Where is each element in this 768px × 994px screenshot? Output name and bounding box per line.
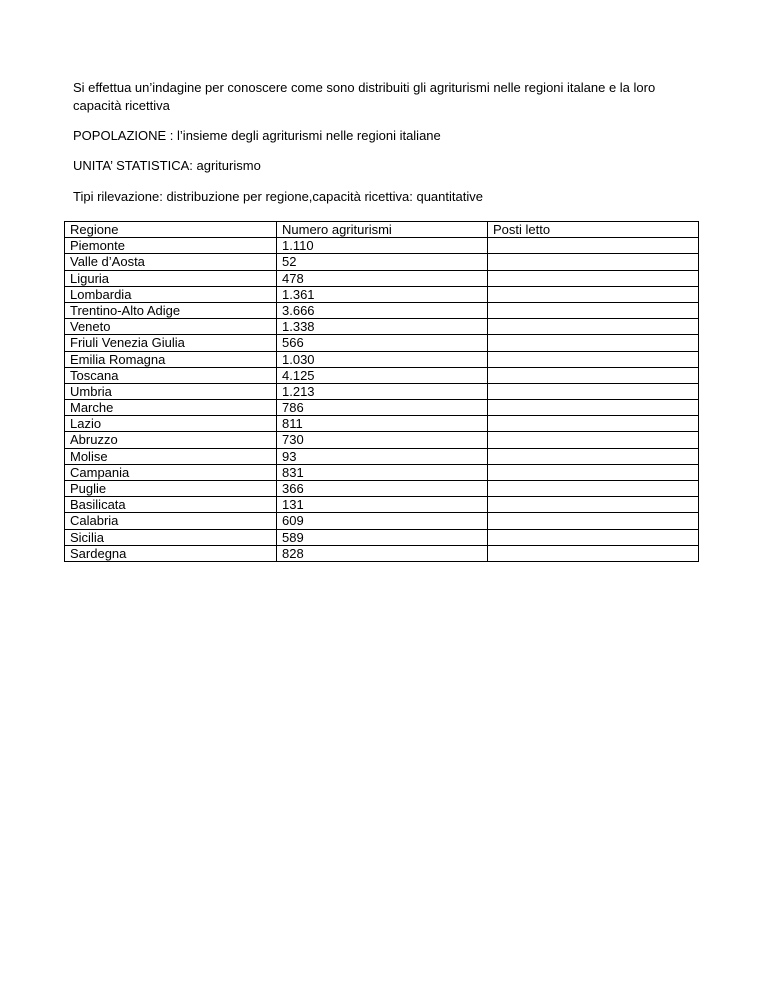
cell-posti-letto	[488, 319, 699, 335]
cell-posti-letto	[488, 335, 699, 351]
cell-regione: Puglie	[65, 481, 277, 497]
cell-regione: Friuli Venezia Giulia	[65, 335, 277, 351]
table-row	[65, 400, 699, 416]
cell-posti-letto	[488, 545, 699, 561]
cell-posti-letto	[488, 367, 699, 383]
cell-regione: Umbria	[65, 383, 277, 399]
cell-regione: Veneto	[65, 319, 277, 335]
cell-numero-agriturismi: 609	[277, 513, 488, 529]
table-row	[65, 286, 699, 302]
cell-numero-agriturismi: 131	[277, 497, 488, 513]
cell-numero-agriturismi: 786	[277, 400, 488, 416]
cell-regione: Marche	[65, 400, 277, 416]
cell-posti-letto	[488, 238, 699, 254]
cell-regione: Abruzzo	[65, 432, 277, 448]
cell-regione: Emilia Romagna	[65, 351, 277, 367]
cell-numero-agriturismi: 730	[277, 432, 488, 448]
cell-regione: Trentino-Alto Adige	[65, 302, 277, 318]
table-row	[65, 545, 699, 561]
table-row	[65, 238, 699, 254]
cell-posti-letto	[488, 448, 699, 464]
table-row	[65, 270, 699, 286]
table-row	[65, 254, 699, 270]
cell-numero-agriturismi: 478	[277, 270, 488, 286]
cell-numero-agriturismi: 1.338	[277, 319, 488, 335]
table-header-row	[65, 222, 699, 238]
header-regione: Regione	[65, 222, 277, 238]
cell-posti-letto	[488, 497, 699, 513]
intro-paragraph: Si effettua un’indagine per conoscere come sono distribuiti gli agriturismi nelle regioni italane e la loro capacità ricettiva	[73, 80, 656, 113]
cell-regione: Piemonte	[65, 238, 277, 254]
cell-regione: Molise	[65, 448, 277, 464]
cell-posti-letto	[488, 513, 699, 529]
table-row	[65, 529, 699, 545]
document-body	[73, 79, 693, 206]
cell-regione: Lazio	[65, 416, 277, 432]
cell-numero-agriturismi: 828	[277, 545, 488, 561]
cell-posti-letto	[488, 464, 699, 480]
cell-regione: Campania	[65, 464, 277, 480]
cell-regione: Basilicata	[65, 497, 277, 513]
table-row	[65, 319, 699, 335]
cell-regione: Calabria	[65, 513, 277, 529]
cell-numero-agriturismi: 4.125	[277, 367, 488, 383]
popolazione-paragraph: POPOLAZIONE : l’insieme degli agriturismi nelle regioni italiane	[73, 128, 441, 143]
table-row	[65, 513, 699, 529]
cell-regione: Valle d’Aosta	[65, 254, 277, 270]
cell-numero-agriturismi: 52	[277, 254, 488, 270]
cell-posti-letto	[488, 254, 699, 270]
cell-regione: Sardegna	[65, 545, 277, 561]
cell-posti-letto	[488, 529, 699, 545]
cell-numero-agriturismi: 93	[277, 448, 488, 464]
table-row	[65, 448, 699, 464]
table-row	[65, 335, 699, 351]
cell-numero-agriturismi: 1.361	[277, 286, 488, 302]
cell-posti-letto	[488, 270, 699, 286]
table-row	[65, 464, 699, 480]
cell-numero-agriturismi: 811	[277, 416, 488, 432]
cell-numero-agriturismi: 589	[277, 529, 488, 545]
cell-regione: Lombardia	[65, 286, 277, 302]
cell-posti-letto	[488, 286, 699, 302]
cell-posti-letto	[488, 416, 699, 432]
cell-numero-agriturismi: 566	[277, 335, 488, 351]
table-row	[65, 302, 699, 318]
table-row	[65, 351, 699, 367]
table-row	[65, 497, 699, 513]
cell-numero-agriturismi: 3.666	[277, 302, 488, 318]
table-row	[65, 383, 699, 399]
table-row	[65, 432, 699, 448]
agriturismi-table	[64, 221, 699, 562]
cell-posti-letto	[488, 302, 699, 318]
cell-regione: Liguria	[65, 270, 277, 286]
cell-regione: Toscana	[65, 367, 277, 383]
cell-numero-agriturismi: 831	[277, 464, 488, 480]
cell-numero-agriturismi: 1.030	[277, 351, 488, 367]
table-row	[65, 416, 699, 432]
table-row	[65, 367, 699, 383]
tipi-rilevazione-paragraph: Tipi rilevazione: distribuzione per regione,capacità ricettiva: quantitative	[73, 189, 483, 204]
cell-regione: Sicilia	[65, 529, 277, 545]
cell-posti-letto	[488, 432, 699, 448]
cell-posti-letto	[488, 351, 699, 367]
header-posti-letto: Posti letto	[488, 222, 699, 238]
cell-posti-letto	[488, 400, 699, 416]
cell-numero-agriturismi: 366	[277, 481, 488, 497]
cell-numero-agriturismi: 1.110	[277, 238, 488, 254]
header-numero-agriturismi: Numero agriturismi	[277, 222, 488, 238]
table-body	[65, 222, 699, 562]
cell-posti-letto	[488, 383, 699, 399]
unita-statistica-paragraph: UNITA’ STATISTICA: agriturismo	[73, 158, 261, 173]
table-row	[65, 481, 699, 497]
cell-numero-agriturismi: 1.213	[277, 383, 488, 399]
cell-posti-letto	[488, 481, 699, 497]
